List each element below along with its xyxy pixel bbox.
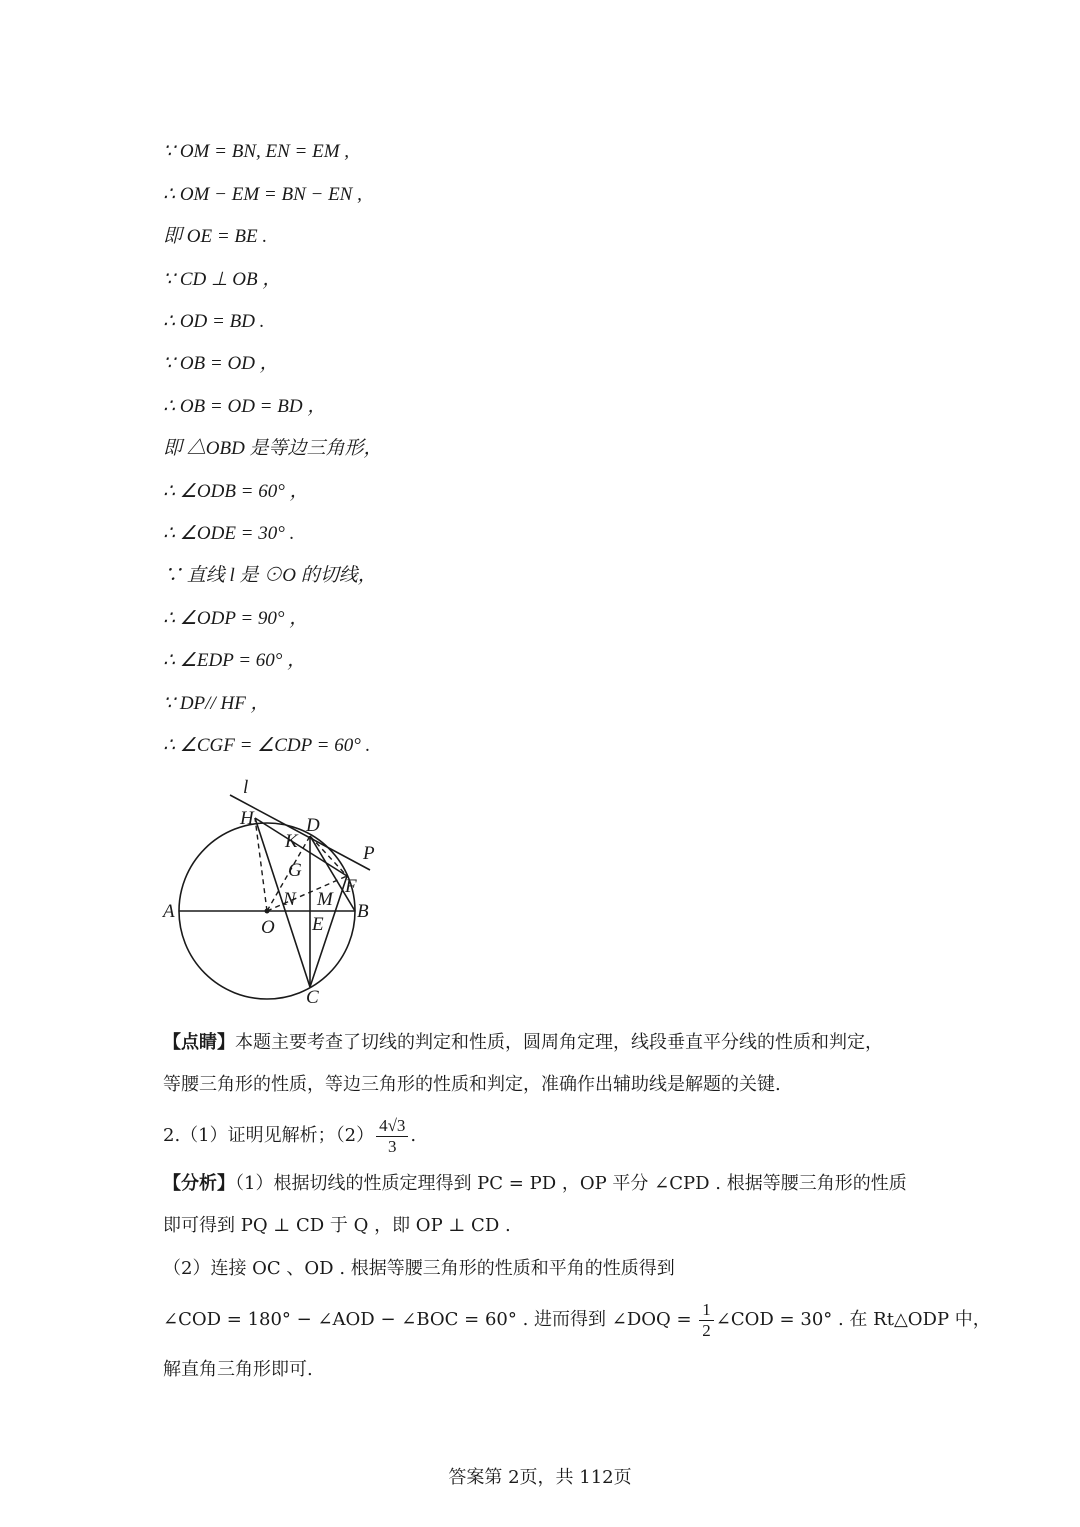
label-o: O (261, 917, 275, 938)
page-footer: 答案第 2页，共 112页 (448, 1467, 632, 1488)
label-a: A (163, 901, 175, 922)
fenxi-tag: 【分析】 (163, 1173, 235, 1194)
label-l: l (243, 777, 249, 798)
proof-line-8: 即 △OBD 是等边三角形， (163, 438, 383, 459)
dashed-oh (255, 818, 267, 911)
label-g: G (288, 860, 302, 881)
proof-line-2: ∴ OM − EM = BN − EN , (163, 184, 362, 205)
proof-line-11: ∵ 直线 l 是 ⊙O 的切线， (163, 565, 377, 586)
proof-line-7: ∴ OB = OD = BD ， (163, 396, 327, 417)
label-m: M (317, 889, 333, 910)
label-b: B (357, 901, 369, 922)
label-h: H (240, 808, 254, 829)
proof-line-3: 即 OE = BE . (163, 226, 268, 247)
proof-line-12: ∴ ∠ODP = 90° ， (163, 608, 309, 629)
answer-2-frac-den: 3 (388, 1136, 397, 1156)
proof-line-10: ∴ ∠ODE = 30° . (163, 523, 295, 544)
label-e: E (312, 914, 324, 935)
answer-2-frac-num: 4√3 (376, 1116, 408, 1137)
fenxi-line-4 (163, 1298, 991, 1342)
fenxi-line-5: 解直角三角形即可. (163, 1359, 313, 1380)
fenxi-frac-num: 1 (699, 1300, 714, 1321)
answer-2-suffix: . (410, 1125, 417, 1146)
label-n: N (283, 889, 296, 910)
label-p: P (363, 843, 375, 864)
dianjing-tag: 【点睛】 (163, 1032, 235, 1053)
fenxi-line-2: 即可得到 PQ ⊥ CD 于 Q ，即 OP ⊥ CD . (163, 1215, 511, 1236)
answer-2 (163, 1114, 416, 1158)
proof-line-4: ∵ CD ⊥ OB ， (163, 269, 282, 290)
fenxi-line-1 (163, 1172, 907, 1196)
proof-line-9: ∴ ∠ODB = 60° ， (163, 481, 309, 502)
label-c: C (306, 987, 319, 1008)
tangent-line-l (230, 795, 370, 870)
center-point-o (265, 909, 270, 914)
proof-line-14: ∵ DP// HF ， (163, 693, 270, 714)
label-k: K (285, 831, 298, 852)
proof-line-6: ∵ OB = OD ， (163, 353, 279, 374)
fenxi-text-4b: ∠COD = 30° . 在 Rt△ODP 中， (715, 1309, 991, 1330)
dianjing-line-2: 等腰三角形的性质，等边三角形的性质和判定，准确作出辅助线是解题的关键. (163, 1074, 781, 1095)
label-f: F (345, 876, 357, 897)
proof-line-15: ∴ ∠CGF = ∠CDP = 60° . (163, 735, 371, 756)
fenxi-fraction-half (699, 1300, 714, 1341)
proof-line-5: ∴ OD = BD . (163, 311, 265, 332)
answer-2-prefix: 2.（1）证明见解析；（2） (163, 1125, 375, 1146)
fenxi-frac-den: 2 (702, 1320, 711, 1340)
proof-line-1: ∵ OM = BN, EN = EM , (163, 141, 350, 162)
fenxi-text-4a: ∠COD = 180° − ∠AOD − ∠BOC = 60° . 进而得到 ∠DOQ = (163, 1309, 698, 1330)
fenxi-text-1: （1）根据切线的性质定理得到 PC = PD ，OP 平分 ∠CPD . 根据等腰三角形的性质 (235, 1173, 907, 1194)
label-d: D (306, 815, 320, 836)
dianjing-text-1: 本题主要考查了切线的判定和性质，圆周角定理，线段垂直平分线的性质和判定， (235, 1032, 883, 1053)
answer-2-fraction (376, 1116, 408, 1157)
dianjing-line-1 (163, 1031, 883, 1055)
fenxi-line-3: （2）连接 OC 、OD . 根据等腰三角形的性质和平角的性质得到 (163, 1258, 675, 1279)
geometry-figure (155, 775, 395, 1015)
proof-line-13: ∴ ∠EDP = 60° ， (163, 650, 307, 671)
